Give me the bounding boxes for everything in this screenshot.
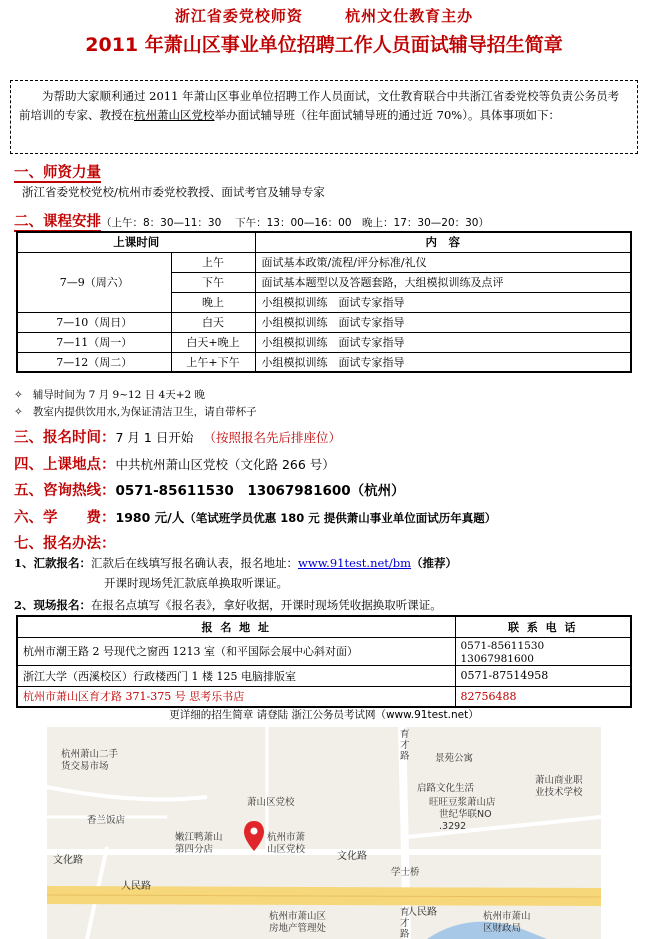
remit-line <box>14 555 457 571</box>
section3-value: 7 月 1 日开始 <box>115 430 194 445</box>
schedule-date: 7—12（周二） <box>17 352 171 372</box>
map-label-shiji: 世纪华联NO .3292 <box>439 809 492 832</box>
map-label-wenhua-left: 文化路 <box>53 855 83 866</box>
section4 <box>14 453 335 474</box>
schedule-period: 上午+下午 <box>171 352 255 372</box>
register-link[interactable]: www.91test.net/bm <box>298 556 412 570</box>
map-label-jingyuan: 景苑公寓 <box>435 753 474 764</box>
section6-heading: 六、学 费： <box>14 510 116 526</box>
schedule-date: 7—9（周六） <box>17 252 171 312</box>
section6-note: （笔试班学员优惠 180 元 提供萧山事业单位面试历年真题） <box>184 511 497 525</box>
schedule-content: 小组模拟训练 面试专家指导 <box>255 352 631 372</box>
section3-heading: 三、报名时间： <box>14 430 116 446</box>
reg-address: 杭州市萧山区育才路 371-375 号 思考乐书店 <box>17 686 455 707</box>
section2-heading: 二、课程安排（上午：8：30—11：30 下午：13：00—16：00 晚上：17：30—20：30） <box>14 214 489 230</box>
schedule-table <box>16 231 632 373</box>
remit-text: 汇款后在线填写报名确认表，报名地址： <box>91 556 299 570</box>
map-label-fangdichan: 杭州市萧山区 房地产管理处 <box>269 911 327 934</box>
reg-header-phone: 联 系 电 话 <box>455 616 631 637</box>
map-label-school: 萧山商业职 业技术学校 <box>535 775 583 798</box>
map-label-wangwang: 旺旺豆浆萧山店 <box>429 797 496 808</box>
schedule-period: 白天 <box>171 312 255 332</box>
map-label-market: 杭州萧山二手 货交易市场 <box>61 749 119 772</box>
schedule-date: 7—11（周一） <box>17 332 171 352</box>
reg-phone: 0571-85611530 13067981600 <box>455 637 631 665</box>
map-road <box>407 817 601 837</box>
section5-value: 0571-85611530 13067981600（杭州） <box>115 483 405 499</box>
intro-text-before: 为帮助大家顺利通过 2011 年萧山区事业单位招聘工作人员面试，文仕教育联合中共浙江省委党校等负责公务员考前培训的专家、教授在 <box>19 89 620 122</box>
remit-recommend: （推荐） <box>411 556 458 570</box>
map-label-renmin-left: 人民路 <box>121 881 151 892</box>
schedule-period: 晚上 <box>171 292 255 312</box>
section1-content: 浙江省委党校党校/杭州市委党校教授、面试考官及辅导专家 <box>22 185 325 199</box>
section4-value: 中共杭州萧山区党校（文化路 266 号） <box>115 457 335 472</box>
footer-note: 更详细的招生简章 请登陆 浙江公务员考试网（www.91test.net） <box>169 709 479 721</box>
onsite-text: 在报名点填写《报名表》，拿好收据，开课时现场凭收据换取听课证。 <box>91 598 442 612</box>
map-label-yucai-bottom: 育 才 路 <box>400 907 410 939</box>
section6 <box>14 506 496 527</box>
schedule-content: 小组模拟训练 面试专家指导 <box>255 332 631 352</box>
map-label-caizheng: 杭州市萧山 区财政局 <box>483 911 531 934</box>
intro-underlined: 杭州萧山区党校 <box>134 108 215 122</box>
section3 <box>14 426 341 447</box>
reg-phone: 82756488 <box>455 686 631 707</box>
schedule-header-time: 上课时间 <box>17 232 255 252</box>
map-label-xueshi: 学士桥 <box>391 867 420 878</box>
table-row <box>17 686 631 707</box>
map-label-xianglan: 香兰饭店 <box>87 815 126 826</box>
map-roads <box>47 727 601 939</box>
map-road <box>47 787 207 799</box>
section5 <box>14 479 405 500</box>
section7-heading: 七、报名办法： <box>14 536 116 552</box>
schedule-content: 面试基本政策/流程/评分标准/礼仪 <box>255 252 631 272</box>
section6-value: 1980 元/人 <box>115 510 185 525</box>
schedule-header-content: 内 容 <box>255 232 631 252</box>
note-2: ✧ 教室内提供饮用水,为保证清洁卫生，请自带杯子 <box>14 406 257 418</box>
intro-box <box>10 80 638 154</box>
sponsor-right: 杭州文仕教育主办 <box>345 7 474 25</box>
sponsor-left: 浙江省委党校师资 <box>174 7 303 25</box>
map-label-nenjiang: 嫩江鸭萧山 第四分店 <box>175 832 223 855</box>
remit-line2: 开课时现场凭汇款底单换取听课证。 <box>104 576 288 590</box>
note-1: ✧ 辅导时间为 7 月 9~12 日 4天+2 晚 <box>14 389 206 401</box>
map-label-yucai-top: 育 才 路 <box>400 729 410 762</box>
table-row <box>17 352 631 372</box>
map-label-wenhua-mid: 文化路 <box>337 851 367 862</box>
table-row <box>17 665 631 686</box>
note-bullet-icon: ✧ <box>14 406 23 418</box>
note-bullet-icon: ✧ <box>14 389 23 401</box>
table-row <box>17 252 631 272</box>
reg-phone: 0571-87514958 <box>455 665 631 686</box>
onsite-line <box>14 597 442 613</box>
schedule-date: 7—10（周日） <box>17 312 171 332</box>
section5-heading: 五、咨询热线： <box>14 483 116 499</box>
page-title: 2011 年萧山区事业单位招聘工作人员面试辅导招生简章 <box>85 34 563 56</box>
section3-note: （按照报名先后排座位） <box>203 430 341 445</box>
map-pin-dot <box>251 828 258 835</box>
location-map[interactable] <box>47 727 601 939</box>
section1-heading: 一、师资力量 <box>14 165 101 181</box>
map-label-qilu: 启路文化生活 <box>417 783 475 794</box>
table-row <box>17 332 631 352</box>
map-label-dangxiao-top: 萧山区党校 <box>247 797 295 808</box>
reg-address: 浙江大学（西溪校区）行政楼西门 1 楼 125 电脑排版室 <box>17 665 455 686</box>
schedule-period: 下午 <box>171 272 255 292</box>
schedule-content: 小组模拟训练 面试专家指导 <box>255 292 631 312</box>
remit-label: 1、汇款报名： <box>14 556 92 570</box>
schedule-period: 上午 <box>171 252 255 272</box>
onsite-label: 2、现场报名： <box>14 598 92 612</box>
section4-heading: 四、上课地点： <box>14 457 116 473</box>
map-label-dangxiao-main: 杭州市萧 山区党校 <box>267 832 306 855</box>
reg-address: 杭州市潮王路 2 号现代之窗西 1213 室（和平国际会展中心斜对面） <box>17 637 455 665</box>
table-row <box>17 637 631 665</box>
table-row <box>17 312 631 332</box>
schedule-content: 小组模拟训练 面试专家指导 <box>255 312 631 332</box>
schedule-content: 面试基本题型以及答题套路，大组模拟训练及点评 <box>255 272 631 292</box>
intro-text-after: 举办面试辅导班（往年面试辅导班的通过近 70%）。具体事项如下： <box>214 108 560 122</box>
schedule-period: 白天+晚上 <box>171 332 255 352</box>
map-pin-icon[interactable] <box>244 821 264 851</box>
registration-table <box>16 615 632 708</box>
map-label-renmin-right: 人民路 <box>407 907 437 918</box>
reg-header-address: 报 名 地 址 <box>17 616 455 637</box>
sponsor-line <box>0 0 648 30</box>
section2-times: （上午：8：30—11：30 下午：13：00—16：00 晚上：17：30—20：30） <box>101 217 489 229</box>
